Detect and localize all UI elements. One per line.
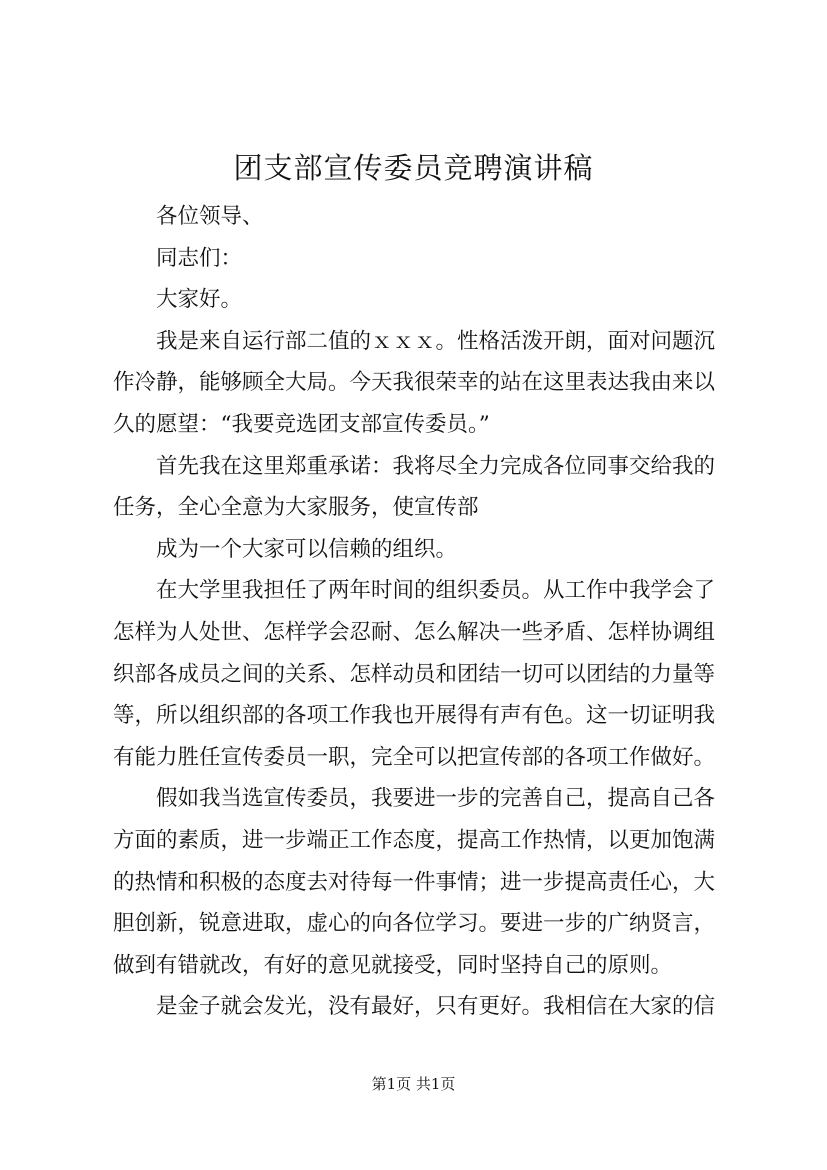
text-line: 的热情和积极的态度去对待每一件事情；进一步提高责任心，大 xyxy=(113,869,716,895)
text-line: 大家好。 xyxy=(156,287,243,313)
text-line: 同志们： xyxy=(156,245,243,271)
text-line: 胆创新，锐意进取，虚心的向各位学习。要进一步的广纳贤言， xyxy=(113,911,716,937)
text-line: 在大学里我担任了两年时间的组织委员。从工作中我学会了 xyxy=(156,578,716,604)
text-line: 方面的素质，进一步端正工作态度，提高工作热情，以更加饱满 xyxy=(113,827,716,853)
text-line: 怎样为人处世、怎样学会忍耐、怎么解决一些矛盾、怎样协调组 xyxy=(113,619,716,645)
text-line: 任务，全心全意为大家服务，使宣传部 xyxy=(113,495,479,521)
text-line: 是金子就会发光，没有最好，只有更好。我相信在大家的信 xyxy=(156,994,716,1020)
document-body xyxy=(113,196,733,1028)
text-line: 成为一个大家可以信赖的组织。 xyxy=(156,536,458,562)
text-line: 有能力胜任宣传委员一职，完全可以把宣传部的各项工作做好。 xyxy=(113,744,716,770)
text-line: 等，所以组织部的各项工作我也开展得有声有色。这一切证明我 xyxy=(113,703,716,729)
text-line: 久的愿望：“我要竞选团支部宣传委员。” xyxy=(113,411,490,437)
document-title: 团支部宣传委员竞聘演讲稿 xyxy=(233,151,594,185)
text-line: 首先我在这里郑重承诺：我将尽全力完成各位同事交给我的 xyxy=(156,453,716,479)
page-footer: 第1页 共1页 xyxy=(371,1075,456,1093)
text-line: 我是来自运行部二值的ｘｘｘ。性格活泼开朗，面对问题沉 xyxy=(156,328,716,354)
text-line: 做到有错就改，有好的意见就接受，同时坚持自己的原则。 xyxy=(113,952,673,978)
text-line: 各位领导、 xyxy=(156,204,264,229)
text-line: 织部各成员之间的关系、怎样动员和团结一切可以团结的力量等 xyxy=(113,661,716,687)
text-line: 作冷静，能够顾全大局。今天我很荣幸的站在这里表达我由来以 xyxy=(113,370,716,396)
text-line: 假如我当选宣传委员，我要进一步的完善自己，提高自己各 xyxy=(156,786,716,812)
